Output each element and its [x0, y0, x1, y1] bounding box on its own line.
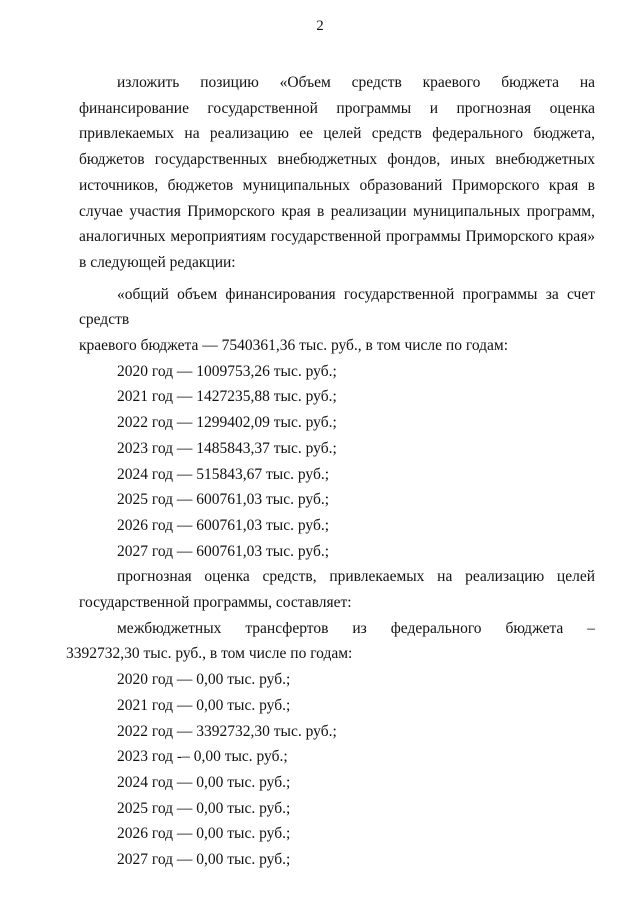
forecast-line-1: прогнозная оценка средств, привлекаемых на реализацию целей	[117, 568, 595, 586]
federal-year-2023: 2023 год -– 0,00 тыс. руб.;	[117, 748, 288, 766]
regional-year-2026: 2026 год — 600761,03 тыс. руб.;	[117, 516, 330, 534]
total-line-1: «общий объем финансирования государственной программы за счет средств	[79, 285, 595, 329]
document-body	[66, 70, 595, 873]
regional-year-2021: 2021 год — 1427235,88 тыс. руб.;	[117, 388, 337, 406]
regional-year-2023: 2023 год — 1485843,37 тыс. руб.;	[117, 439, 337, 457]
forecast-paragraph	[79, 564, 595, 615]
regional-year-2025: 2025 год — 600761,03 тыс. руб.;	[117, 491, 330, 509]
regional-year-2022: 2022 год — 1299402,09 тыс. руб.;	[117, 414, 337, 432]
intro-line-7: аналогичных мероприятиям государственной программы Приморского края»	[79, 228, 595, 246]
regional-years-list	[79, 359, 595, 565]
total-line-2: краевого бюджета — 7540361,36 тыс. руб., в том числе по годам:	[79, 337, 508, 355]
federal-year-2025: 2025 год — 0,00 тыс. руб.;	[117, 799, 291, 817]
intro-line-2: финансирование государственной программы и прогнозная оценка	[79, 99, 595, 117]
intro-paragraph	[79, 70, 595, 276]
intro-line-8: в следующей редакции:	[79, 253, 236, 271]
federal-year-2024: 2024 год — 0,00 тыс. руб.;	[117, 773, 291, 791]
intro-line-5: источников, бюджетов муниципальных образований Приморского края в	[79, 176, 595, 194]
federal-years-list	[79, 667, 595, 873]
federal-year-2026: 2026 год — 0,00 тыс. руб.;	[117, 825, 291, 843]
federal-line-1: межбюджетных трансфертов из федерального бюджета –	[117, 619, 595, 637]
intro-line-4: бюджетов государственных внебюджетных фондов, иных внебюджетных	[79, 151, 595, 169]
total-paragraph	[79, 282, 595, 359]
federal-year-2027: 2027 год — 0,00 тыс. руб.;	[117, 851, 291, 869]
federal-paragraph	[66, 616, 595, 667]
federal-line-2: 3392732,30 тыс. руб., в том числе по годам:	[66, 645, 353, 663]
page-number: 2	[316, 18, 324, 34]
intro-line-1: изложить позицию «Объем средств краевого бюджета на	[117, 74, 595, 91]
federal-year-2020: 2020 год — 0,00 тыс. руб.;	[117, 671, 291, 689]
intro-line-3: привлекаемых на реализацию ее целей средств федерального бюджета,	[79, 125, 595, 143]
forecast-line-2: государственной программы, составляет:	[79, 594, 352, 612]
regional-year-2020: 2020 год — 1009753,26 тыс. руб.;	[117, 362, 337, 380]
regional-year-2024: 2024 год — 515843,67 тыс. руб.;	[117, 465, 330, 483]
intro-line-6: случае участия Приморского края в реализации муниципальных программ,	[79, 202, 595, 220]
regional-year-2027: 2027 год — 600761,03 тыс. руб.;	[117, 542, 330, 560]
federal-year-2022: 2022 год — 3392732,30 тыс. руб.;	[117, 722, 337, 740]
federal-year-2021: 2021 год — 0,00 тыс. руб.;	[117, 696, 291, 714]
